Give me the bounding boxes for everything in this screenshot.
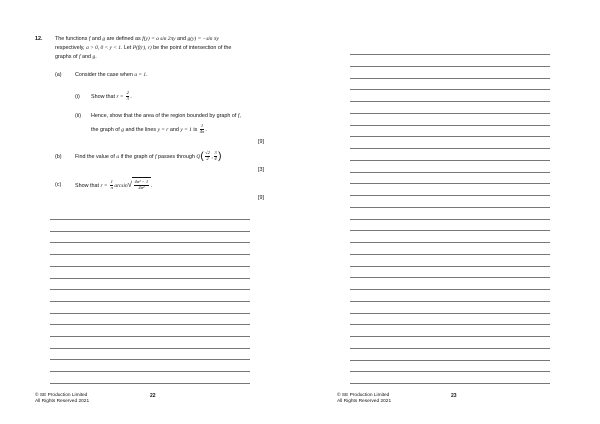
answer-line — [350, 313, 550, 314]
answer-line — [50, 359, 250, 360]
page-number-23: 23 — [451, 393, 457, 399]
answer-line — [350, 89, 550, 90]
question-number: 12. — [35, 36, 43, 42]
answer-line — [350, 242, 550, 243]
fraction-root-two-over-two: $\frac{√2}{2}$ — [205, 150, 210, 162]
marks-part-a: [9] — [258, 139, 264, 145]
answer-line — [50, 231, 250, 232]
answer-line — [50, 242, 250, 243]
fraction-two-thirds: $\frac{2}{3}$ — [126, 90, 129, 102]
part-a-text: Consider the case when a = 1. — [75, 72, 148, 78]
part-a-ii-line-2: the graph of g and the lines y = r and y = 1 is $\frac{1}{4\pi}$ . — [91, 123, 207, 135]
part-a-ii-line-1: Hence, show that the area of the region bounded by graph of f, — [91, 113, 241, 119]
answer-line — [50, 219, 250, 220]
footer-right: © SE Production Limited All Rights Reserved 2021 — [337, 393, 392, 404]
answer-line — [350, 54, 550, 55]
answer-line — [50, 348, 250, 349]
answer-line — [50, 313, 250, 314]
answer-line — [350, 160, 550, 161]
answer-line — [350, 172, 550, 173]
answer-line — [350, 113, 550, 114]
marks-part-c: [9] — [258, 195, 264, 201]
answer-line — [350, 383, 550, 384]
answer-line — [350, 136, 550, 137]
answer-line — [350, 324, 550, 325]
answer-line — [350, 371, 550, 372]
intro-line-1: The functions f and g are defined as f(y) = a sin 2πy and g(y) = −sin πy — [55, 36, 219, 42]
answer-line — [50, 324, 250, 325]
answer-line — [50, 383, 250, 384]
part-c-text: Show that r = $\frac{1}{\pi}$ arcsin√ $\frac{\text{4a² − 1}}{\text{4a²}}$ . — [75, 177, 152, 194]
answer-line — [350, 289, 550, 290]
answer-line — [350, 360, 550, 361]
answer-line — [350, 183, 550, 184]
intro-line-2: respectively, a > 0, 0 < y < 1. Let P(f(r), r) be the point of intersection of the — [55, 45, 232, 51]
answer-line — [50, 254, 250, 255]
answer-line — [350, 301, 550, 302]
answer-line — [350, 266, 550, 267]
answer-line — [350, 148, 550, 149]
answer-line — [350, 254, 550, 255]
answer-line — [350, 207, 550, 208]
answer-line — [350, 125, 550, 126]
fraction-root-argument: $\frac{\text{4a² − 1}}{\text{4a²}}$ — [134, 179, 149, 191]
part-a-i-text: Show that r = $\frac{2}{3}$ . — [91, 90, 132, 102]
answer-line — [50, 266, 250, 267]
answer-line — [350, 277, 550, 278]
fraction-three-quarters: $\frac{3}{4}$ — [214, 150, 217, 162]
intro-line-3: graphs of f and g. — [55, 54, 97, 60]
answer-line — [50, 336, 250, 337]
answer-line — [50, 371, 250, 372]
answer-line — [350, 219, 550, 220]
part-b-text: Find the value of a if the graph of f passes through Q( $\frac{√2}{2}$ , $\frac{3}{4}$ ) — [75, 150, 222, 162]
answer-line — [350, 230, 550, 231]
answer-line — [350, 195, 550, 196]
fraction-one-over-pi: $\frac{1}{\pi}$ — [110, 179, 113, 191]
answer-line — [350, 101, 550, 102]
right-page — [300, 0, 600, 424]
part-b-label: (b) — [55, 154, 62, 160]
marks-part-b: [3] — [258, 167, 264, 173]
answer-line — [350, 336, 550, 337]
answer-line — [350, 78, 550, 79]
part-a-i-label: (i) — [75, 94, 80, 100]
answer-line — [350, 66, 550, 67]
fraction-one-over-four-pi: $\frac{1}{4\pi}$ — [199, 123, 205, 135]
part-a-label: (a) — [55, 72, 62, 78]
footer-left: © SE Production Limited All Rights Reserved 2021 — [35, 393, 90, 404]
answer-line — [50, 289, 250, 290]
part-a-ii-label: (ii) — [75, 113, 81, 119]
answer-line — [350, 348, 550, 349]
page-number-22: 22 — [150, 393, 156, 399]
part-c-label: (c) — [55, 182, 62, 188]
answer-line — [50, 278, 250, 279]
answer-line — [50, 301, 250, 302]
